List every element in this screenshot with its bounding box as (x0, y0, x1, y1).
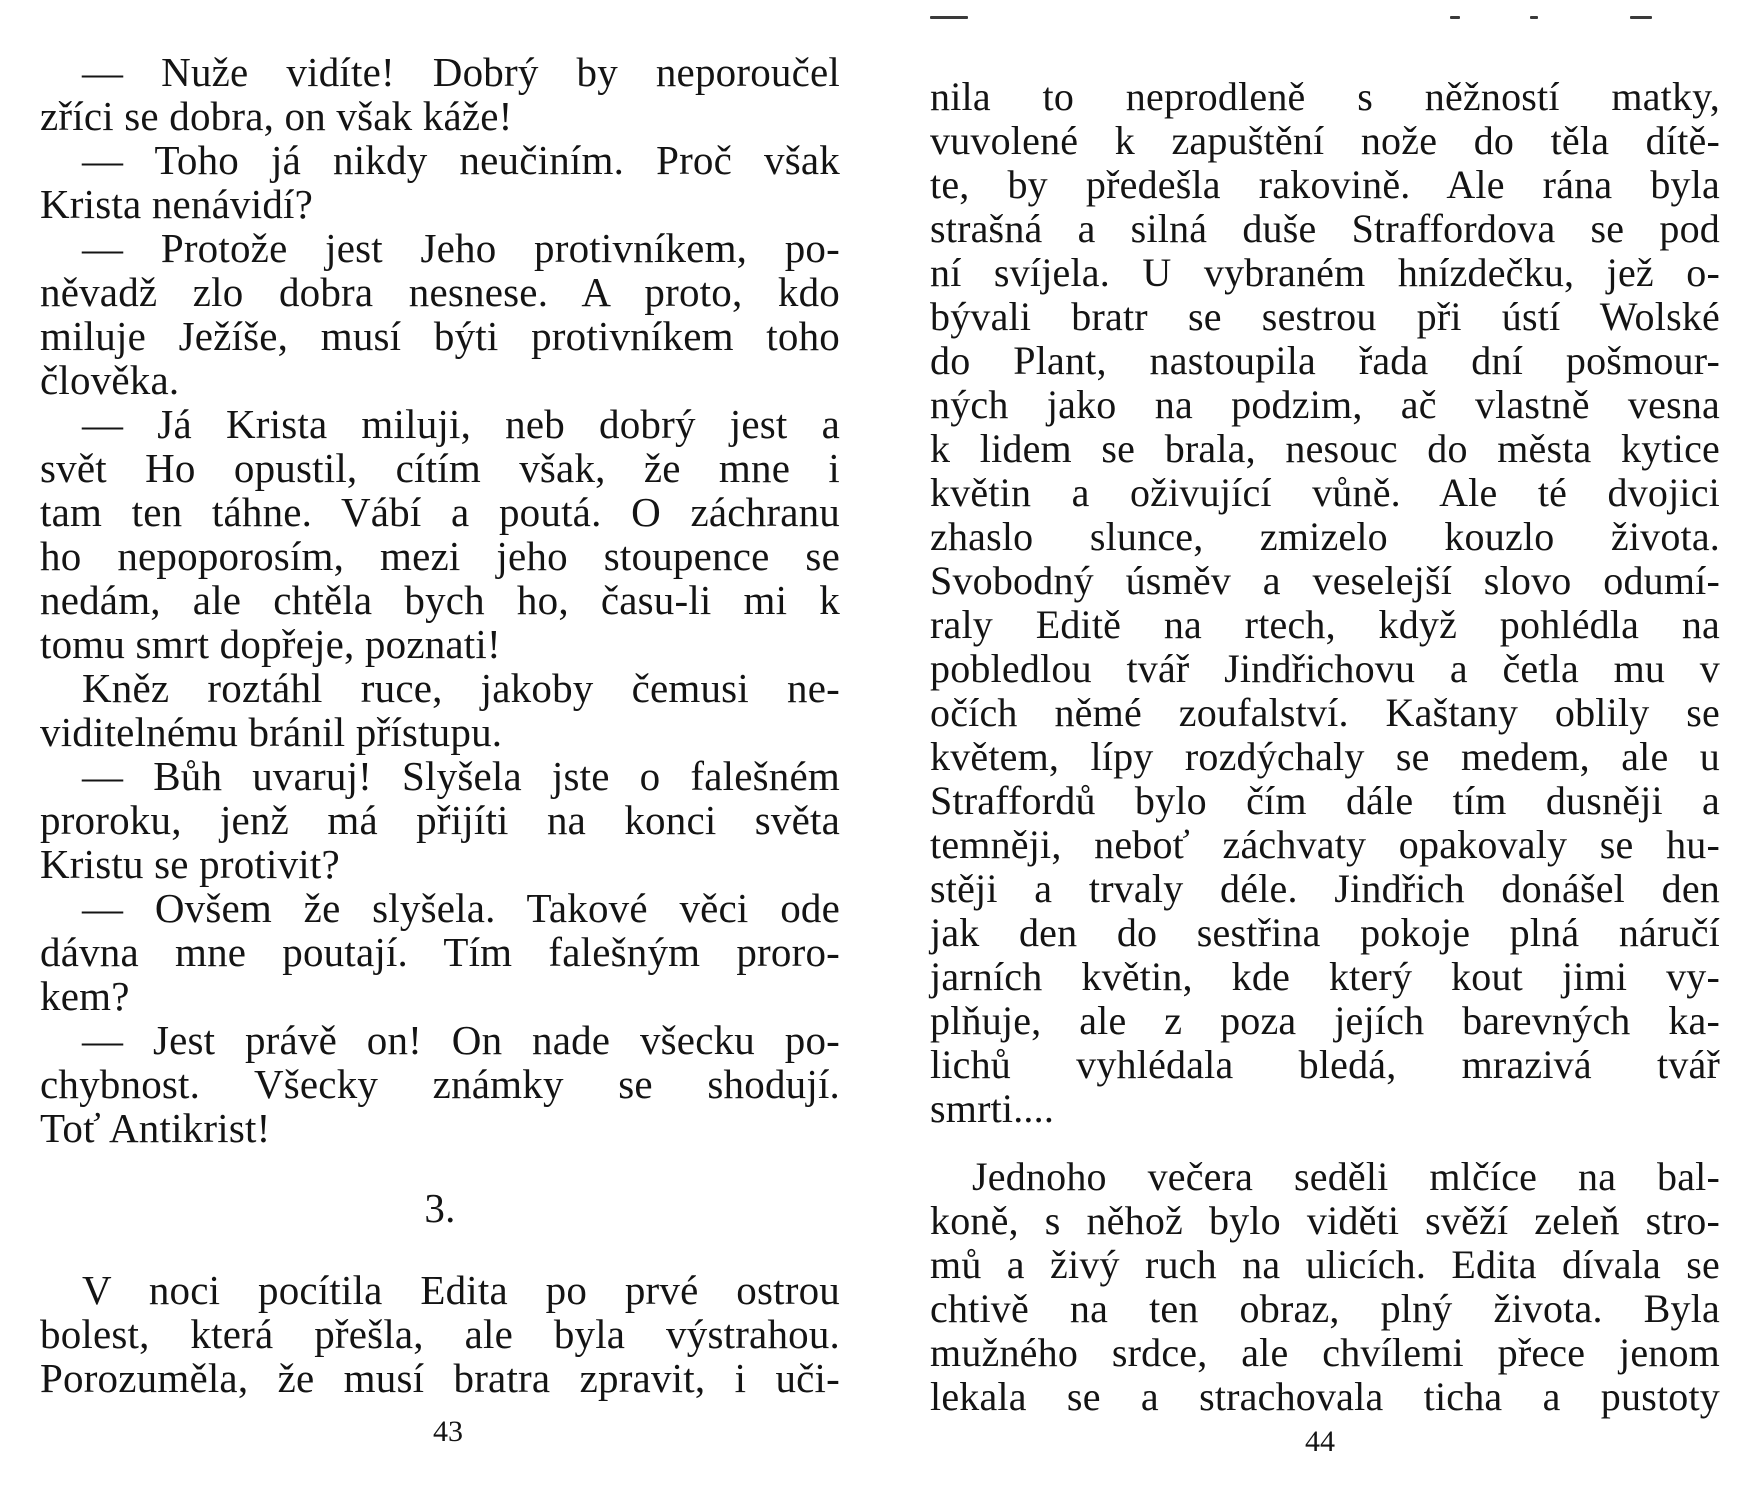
right-page-text (930, 75, 1720, 1419)
text-line: bolest, která přešla, ale byla výstrahou. (40, 1311, 840, 1357)
left-page (40, 0, 840, 1500)
text-line: bývali bratr se sestrou při ústí Wolské (930, 294, 1720, 339)
text-line: nedám, ale chtěla bych ho, času-li mi k (40, 577, 840, 623)
text-line: Porozuměla, že musí bratra zpravit, i uči- (40, 1355, 840, 1401)
text-line: koně, s něhož bylo viděti svěží zeleň stro- (930, 1198, 1720, 1243)
text-line: — Bůh uvaruj! Slyšela jste o falešném (82, 753, 840, 799)
text-line: Straffordů bylo čím dále tím dusněji a (930, 778, 1720, 823)
text-line: zříci se dobra, on však káže! (40, 93, 513, 139)
scan-specks (930, 16, 1720, 26)
text-line: mů a živý ruch na ulicích. Edita dívala se (930, 1242, 1720, 1287)
text-line: Svobodný úsměv a veselejší slovo odumí- (930, 558, 1720, 603)
text-line: — Protože jest Jeho protivníkem, po- (82, 225, 840, 271)
text-line: Toť Antikrist! (40, 1105, 271, 1151)
text-line: tomu smrt dopřeje, poznati! (40, 621, 501, 667)
text-line: květin a oživující vůně. Ale té dvojici (930, 470, 1720, 515)
text-line: k lidem se brala, nesouc do města kytice (930, 426, 1720, 471)
text-line: svět Ho opustil, cítím však, že mne i (40, 445, 840, 491)
text-line: temněji, neboť záchvaty opakovaly se hu- (930, 822, 1720, 867)
text-line: vuvolené k zapuštění nože do těla dítě- (930, 118, 1720, 163)
text-line: ní svíjela. U vybraném hnízdečku, jež o- (930, 250, 1720, 295)
text-line: mužného srdce, ale chvílemi přece jenom (930, 1330, 1720, 1375)
text-line: Jednoho večera seděli mlčíce na bal- (972, 1154, 1720, 1199)
text-line: strašná a silná duše Straffordova se pod (930, 206, 1720, 251)
text-line: V noci pocítila Edita po prvé ostrou (82, 1267, 840, 1313)
right-page (930, 0, 1720, 1500)
text-line: jarních květin, kde který kout jimi vy- (930, 954, 1720, 999)
text-line: — Toho já nikdy neučiním. Proč však (82, 137, 840, 183)
text-line: raly Editě na rtech, když pohlédla na (930, 602, 1720, 647)
text-line: nila to neprodleně s něžností matky, (930, 74, 1720, 119)
text-line: chybnost. Všecky známky se shodují. (40, 1061, 840, 1107)
text-line: člověka. (40, 357, 180, 403)
text-line: — Jest právě on! On nade všecku po- (82, 1017, 840, 1063)
text-line: lekala se a strachovala ticha a pustoty (930, 1374, 1720, 1419)
text-line: miluje Ježíše, musí býti protivníkem toho (40, 313, 840, 359)
text-line: kem? (40, 973, 130, 1019)
text-line: Kristu se protivit? (40, 841, 340, 887)
text-line: tam ten táhne. Vábí a poutá. O záchranu (40, 489, 840, 535)
text-line: stěji a trvaly déle. Jindřich donášel den (930, 866, 1720, 911)
section-heading: 3. (424, 1185, 456, 1231)
text-line: te, by předešla rakovině. Ale rána byla (930, 162, 1720, 207)
text-line: jak den do sestřina pokoje plná náručí (930, 910, 1720, 955)
text-line: ných jako na podzim, ač vlastně vesna (930, 382, 1720, 427)
text-line: Krista nenávidí? (40, 181, 314, 227)
text-line: pobledlou tvář Jindřichovu a četla mu v (930, 646, 1720, 691)
text-line: něvadž zlo dobra nesnese. A proto, kdo (40, 269, 840, 315)
page-number: 44 (1305, 1425, 1335, 1458)
text-line: — Já Krista miluji, neb dobrý jest a (82, 401, 840, 447)
text-line: — Ovšem že slyšela. Takové věci ode (82, 885, 840, 931)
text-line: květem, lípy rozdýchaly se medem, ale u (930, 734, 1720, 779)
text-line: do Plant, nastoupila řada dní pošmour- (930, 338, 1720, 383)
text-line: zhaslo slunce, zmizelo kouzlo života. (930, 514, 1720, 559)
text-line: lichů vyhlédala bledá, mrazivá tvář (930, 1042, 1720, 1087)
text-line: Kněz roztáhl ruce, jakoby čemusi ne- (82, 665, 840, 711)
left-page-text (40, 50, 840, 1400)
text-line: dávna mne poutají. Tím falešným proro- (40, 929, 840, 975)
text-line: — Nuže vidíte! Dobrý by neporoučel (82, 49, 840, 95)
text-line: smrti.... (930, 1086, 1055, 1131)
text-line: plňuje, ale z poza jejích barevných ka- (930, 998, 1720, 1043)
text-line: očích němé zoufalství. Kaštany oblily se (930, 690, 1720, 735)
text-line: proroku, jenž má přijíti na konci světa (40, 797, 840, 843)
text-line: ho nepoporosím, mezi jeho stoupence se (40, 533, 840, 579)
text-line: viditelnému bránil přístupu. (40, 709, 503, 755)
text-line: chtivě na ten obraz, plný života. Byla (930, 1286, 1720, 1331)
page-number: 43 (433, 1415, 463, 1448)
